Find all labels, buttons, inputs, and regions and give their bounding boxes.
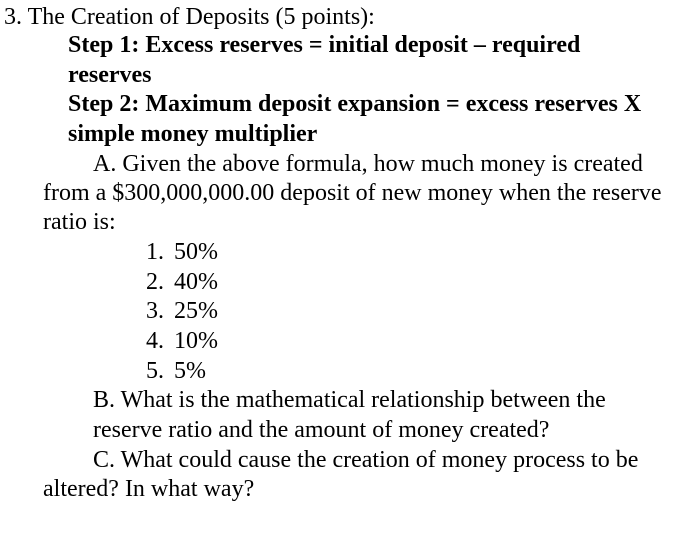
reserve-ratio-value: 10% — [174, 328, 218, 354]
list-item — [146, 296, 218, 326]
step-2-text-continued: simple money multiplier — [68, 121, 318, 147]
reserve-ratio-value: 50% — [174, 239, 218, 265]
part-b-text-line-2: reserve ratio and the amount of money created? — [93, 417, 550, 443]
list-number: 3. — [146, 298, 164, 324]
list-number: 4. — [146, 328, 164, 354]
list-item — [146, 267, 218, 297]
part-a-text-line-2: from a $300,000,000.00 deposit of new money when the reserve — [43, 180, 662, 206]
list-number: 1. — [146, 239, 164, 265]
step-1-text: Step 1: Excess reserves = initial deposit – required — [68, 32, 581, 58]
reserve-ratio-value: 25% — [174, 298, 218, 324]
part-c-text-line-2: altered? In what way? — [43, 476, 255, 502]
step-1-text-continued: reserves — [68, 62, 152, 88]
list-item — [146, 356, 206, 386]
part-a-text-line-3: ratio is: — [43, 209, 116, 235]
part-b-text: B. What is the mathematical relationship between the — [93, 387, 606, 413]
list-item — [146, 237, 218, 267]
list-item — [146, 326, 218, 356]
reserve-ratio-value: 40% — [174, 269, 218, 295]
list-number: 2. — [146, 269, 164, 295]
part-c-text: C. What could cause the creation of money process to be — [93, 447, 639, 473]
list-number: 5. — [146, 358, 164, 384]
part-a-text: A. Given the above formula, how much money is created — [93, 151, 643, 177]
step-2-text: Step 2: Maximum deposit expansion = excess reserves X — [68, 91, 642, 117]
reserve-ratio-value: 5% — [174, 358, 206, 384]
question-heading: 3. The Creation of Deposits (5 points): — [4, 4, 375, 30]
